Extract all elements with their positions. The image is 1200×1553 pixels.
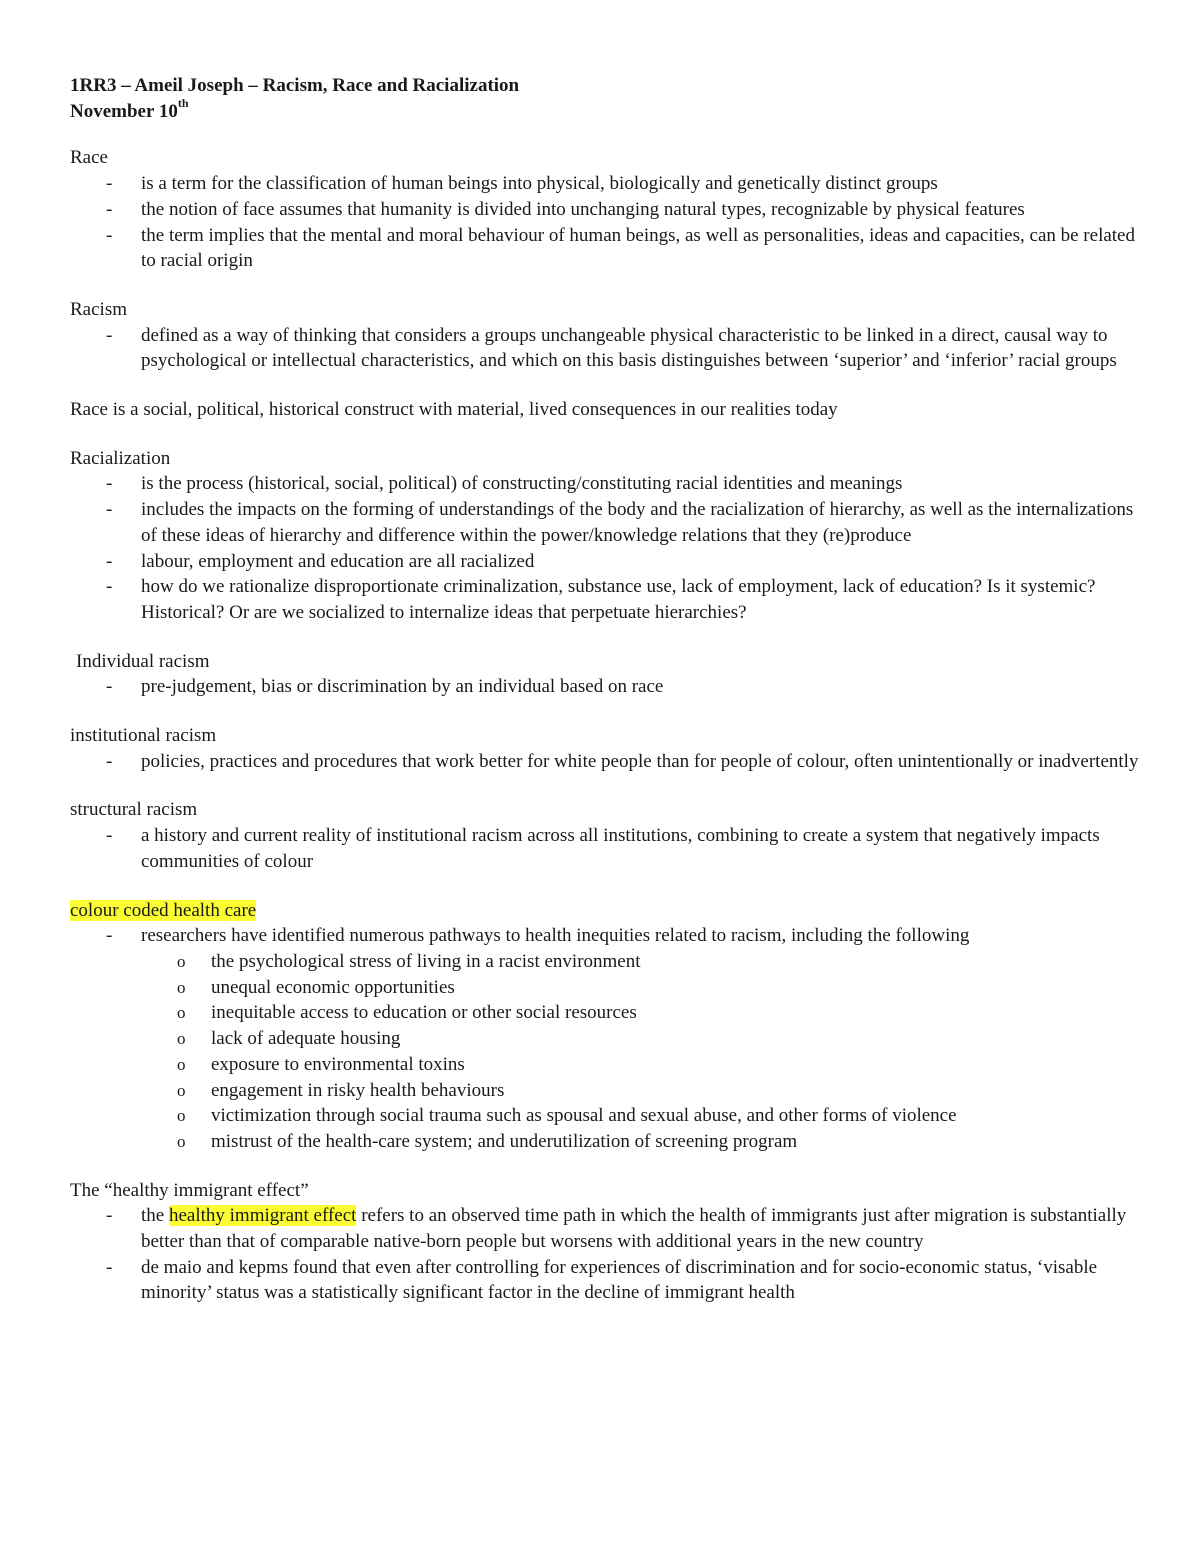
circle-marker: o	[177, 977, 186, 997]
list-item-text: is a term for the classification of human beings into physical, biologically and genetically distinct groups	[141, 173, 938, 195]
circle-marker: o	[177, 1003, 186, 1023]
sub-bullet-list	[70, 949, 1140, 1155]
list-item	[70, 1255, 1140, 1306]
bullet-list	[70, 323, 1140, 374]
dash-marker: -	[106, 750, 113, 772]
list-item	[70, 1203, 1140, 1254]
section-healthy-immigrant-effect	[70, 1178, 1140, 1307]
list-item	[70, 171, 1140, 197]
sub-list-item-text: exposure to environmental toxins	[211, 1053, 465, 1075]
document-title: 1RR3 – Ameil Joseph – Racism, Race and Racialization	[70, 75, 520, 96]
bullet-list	[70, 823, 1140, 874]
dash-marker: -	[106, 324, 113, 346]
list-item	[70, 549, 1140, 575]
dash-marker: -	[106, 825, 113, 847]
sub-list-item	[70, 1026, 1140, 1052]
dash-marker: -	[106, 676, 113, 698]
list-item	[70, 497, 1140, 548]
list-item-text: is the process (historical, social, political) of constructing/constituting racial identities and meanings	[141, 473, 903, 495]
list-item-text: labour, employment and education are all racialized	[141, 550, 535, 572]
list-item	[70, 471, 1140, 497]
section-structural-racism	[70, 797, 1140, 874]
sub-list-item-text: the psychological stress of living in a racist environment	[211, 950, 641, 972]
list-item-text: the notion of face assumes that humanity is divided into unchanging natural types, recognizable by physical features	[141, 198, 1025, 220]
list-item	[70, 674, 1140, 700]
text-fragment: the	[141, 1205, 169, 1227]
section-racism	[70, 297, 1140, 374]
bullet-list	[70, 1203, 1140, 1306]
section-racialization	[70, 446, 1140, 626]
list-item-text: includes the impacts on the forming of understandings of the body and the racialization of hierarchy, as well as the internalizations of these ideas of hierarchy and difference within the power/knowledge relations that they (re)produce	[141, 499, 1134, 546]
list-item	[70, 223, 1140, 274]
section-heading: Race	[70, 147, 108, 169]
dash-marker: -	[106, 473, 113, 495]
list-item	[70, 574, 1140, 625]
sub-list-item-text: lack of adequate housing	[211, 1028, 401, 1050]
section-heading: Individual racism	[76, 650, 210, 672]
list-item	[70, 823, 1140, 874]
circle-marker: o	[177, 1131, 186, 1151]
section-heading: structural racism	[70, 799, 198, 821]
bullet-list	[70, 674, 1140, 700]
sub-list-item	[70, 1129, 1140, 1155]
highlighted-heading: colour coded health care	[70, 899, 257, 921]
list-item	[70, 197, 1140, 223]
circle-marker: o	[177, 951, 186, 971]
circle-marker: o	[177, 1106, 186, 1126]
highlighted-term: healthy immigrant effect	[168, 1205, 357, 1227]
circle-marker: o	[177, 1029, 186, 1049]
list-item	[70, 749, 1140, 775]
date-superscript: th	[177, 96, 189, 111]
sub-list-item	[70, 1052, 1140, 1078]
dash-marker: -	[106, 198, 113, 220]
section-colour-coded-health-care	[70, 898, 1140, 1155]
section-heading	[70, 898, 1140, 924]
document-content	[70, 73, 1140, 1329]
list-item	[70, 323, 1140, 374]
dash-marker: -	[106, 1205, 113, 1227]
dash-marker: -	[106, 224, 113, 246]
bullet-list	[70, 471, 1140, 625]
bullet-list	[70, 171, 1140, 274]
section-individual-racism	[70, 649, 1140, 700]
dash-marker: -	[106, 499, 113, 521]
section-heading: institutional racism	[70, 725, 217, 747]
list-item-text: the term implies that the mental and moral behaviour of human beings, as well as personalities, ideas and capacities, can be related to racial origin	[141, 224, 1135, 272]
sub-list-item	[70, 1000, 1140, 1026]
list-item-text: defined as a way of thinking that considers a groups unchangeable physical characteristic to be linked in a direct, causal way to psychological or intellectual characteristics, and which on this basis distinguishes between ‘superior’ and ‘inferior’ racial groups	[141, 324, 1117, 372]
circle-marker: o	[177, 1080, 186, 1100]
sub-list-item-text: inequitable access to education or other social resources	[211, 1002, 637, 1024]
list-item-text: a history and current reality of institutional racism across all institutions, combining to create a system that negatively impacts communities of colour	[141, 825, 1100, 872]
document-date	[70, 96, 1140, 125]
dash-marker: -	[106, 576, 113, 598]
sub-list-item-text: engagement in risky health behaviours	[211, 1079, 505, 1101]
sub-list-item	[70, 975, 1140, 1001]
sub-list-item-text: mistrust of the health-care system; and underutilization of screening program	[211, 1130, 798, 1152]
text-fragment: refers to an observed time path in which the health of immigrants just after migration is substantially better than that of comparable native-born people but worsens with additional years in the new country	[141, 1205, 1127, 1253]
section-race	[70, 145, 1140, 274]
sub-list-item-text: unequal economic opportunities	[211, 976, 455, 998]
sub-list-item	[70, 1078, 1140, 1104]
sub-list-item	[70, 949, 1140, 975]
dash-marker: -	[106, 1256, 113, 1278]
dash-marker: -	[106, 925, 113, 947]
dash-marker: -	[106, 173, 113, 195]
list-item-text: researchers have identified numerous pathways to health inequities related to racism, including the following	[141, 925, 970, 947]
list-item-text	[141, 1205, 1126, 1252]
bullet-list	[70, 749, 1140, 775]
section-institutional-racism	[70, 723, 1140, 774]
section-heading: The “healthy immigrant effect”	[70, 1179, 309, 1201]
list-item-text: how do we rationalize disproportionate criminalization, substance use, lack of employment, lack of education? Is it systemic? Historical? Or are we socialized to internalize ideas that perpetuate hierarchies?	[141, 576, 1096, 623]
list-item	[70, 923, 1140, 949]
section-heading: Racism	[70, 298, 127, 320]
date-text: November 10	[70, 100, 178, 122]
section-heading: Racialization	[70, 447, 171, 469]
construct-statement: Race is a social, political, historical construct with material, lived consequences in our realities today	[70, 399, 838, 421]
sub-list-item-text: victimization through social trauma such as spousal and sexual abuse, and other forms of violence	[211, 1105, 957, 1127]
circle-marker: o	[177, 1054, 186, 1074]
list-item-text: de maio and kepms found that even after controlling for experiences of discrimination and for socio-economic status, ‘visable minority’ status was a statistically significant factor in the decline of immigrant health	[141, 1256, 1098, 1304]
bullet-list	[70, 923, 1140, 949]
list-item-text: policies, practices and procedures that work better for white people than for people of colour, often unintentionally or inadvertently	[141, 750, 1139, 772]
sub-list-item	[70, 1103, 1140, 1129]
list-item-text: pre-judgement, bias or discrimination by an individual based on race	[141, 676, 664, 698]
dash-marker: -	[106, 550, 113, 572]
